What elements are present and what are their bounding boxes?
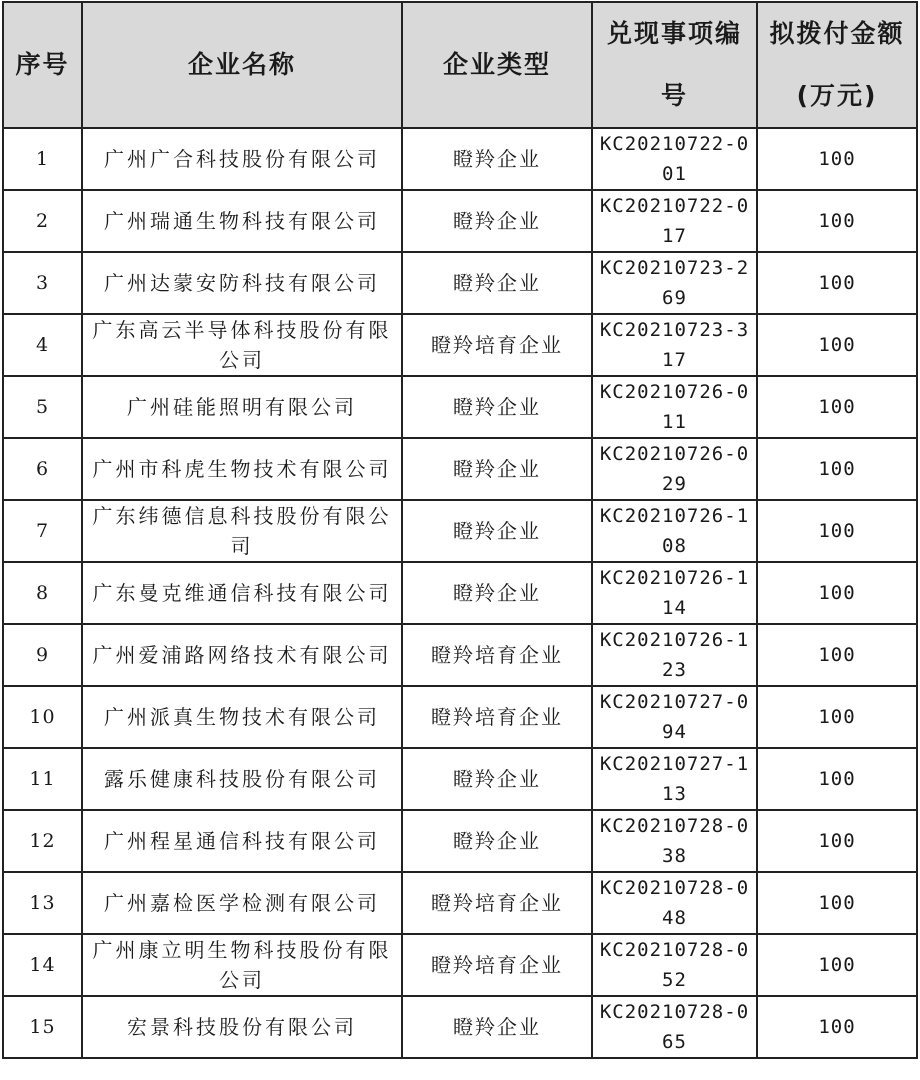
cell-company-type: 瞪羚企业 — [402, 252, 592, 314]
cell-amount: 100 — [757, 376, 917, 438]
cell-index: 8 — [3, 562, 82, 624]
cell-amount: 100 — [757, 810, 917, 872]
table-header — [3, 2, 917, 128]
cell-item-code: KC20210726-114 — [592, 562, 757, 624]
table-row — [3, 252, 917, 314]
table-body — [3, 128, 917, 1058]
cell-company-name: 广州嘉检医学检测有限公司 — [82, 872, 402, 934]
cell-company-type: 瞪羚培育企业 — [402, 314, 592, 376]
cell-item-code: KC20210726-123 — [592, 624, 757, 686]
cell-item-code: KC20210728-052 — [592, 934, 757, 996]
cell-company-name: 广东高云半导体科技股份有限公司 — [82, 314, 402, 376]
table-row — [3, 500, 917, 562]
cell-company-name: 广州市科虎生物技术有限公司 — [82, 438, 402, 500]
cell-amount: 100 — [757, 748, 917, 810]
cell-company-name: 广州瑞通生物科技有限公司 — [82, 190, 402, 252]
table-row — [3, 624, 917, 686]
cell-company-type: 瞪羚培育企业 — [402, 872, 592, 934]
cell-index: 11 — [3, 748, 82, 810]
header-code: 兑现事项编号 — [592, 2, 757, 128]
funding-table — [2, 1, 918, 1059]
table-row — [3, 438, 917, 500]
header-index: 序号 — [3, 2, 82, 128]
cell-amount: 100 — [757, 190, 917, 252]
header-amount: 拟拨付金额(万元) — [757, 2, 917, 128]
cell-amount: 100 — [757, 872, 917, 934]
cell-index: 1 — [3, 128, 82, 190]
cell-index: 13 — [3, 872, 82, 934]
cell-item-code: KC20210728-038 — [592, 810, 757, 872]
table-row — [3, 686, 917, 748]
cell-company-name: 广州硅能照明有限公司 — [82, 376, 402, 438]
cell-company-type: 瞪羚企业 — [402, 190, 592, 252]
header-type: 企业类型 — [402, 2, 592, 128]
table-row — [3, 872, 917, 934]
cell-index: 9 — [3, 624, 82, 686]
cell-company-name: 广州爱浦路网络技术有限公司 — [82, 624, 402, 686]
cell-amount: 100 — [757, 128, 917, 190]
cell-company-name: 广州达蒙安防科技有限公司 — [82, 252, 402, 314]
cell-item-code: KC20210728-048 — [592, 872, 757, 934]
cell-company-name: 宏景科技股份有限公司 — [82, 996, 402, 1058]
cell-index: 7 — [3, 500, 82, 562]
cell-company-name: 广东曼克维通信科技有限公司 — [82, 562, 402, 624]
cell-amount: 100 — [757, 996, 917, 1058]
header-row — [3, 2, 917, 128]
cell-company-type: 瞪羚企业 — [402, 128, 592, 190]
cell-item-code: KC20210727-113 — [592, 748, 757, 810]
cell-company-type: 瞪羚企业 — [402, 810, 592, 872]
cell-index: 12 — [3, 810, 82, 872]
cell-index: 5 — [3, 376, 82, 438]
cell-index: 15 — [3, 996, 82, 1058]
table-row — [3, 190, 917, 252]
cell-item-code: KC20210726-108 — [592, 500, 757, 562]
cell-amount: 100 — [757, 252, 917, 314]
cell-company-type: 瞪羚培育企业 — [402, 934, 592, 996]
cell-index: 14 — [3, 934, 82, 996]
cell-company-type: 瞪羚企业 — [402, 376, 592, 438]
cell-amount: 100 — [757, 314, 917, 376]
cell-company-name: 广州广合科技股份有限公司 — [82, 128, 402, 190]
cell-company-type: 瞪羚企业 — [402, 996, 592, 1058]
cell-company-name: 广东纬德信息科技股份有限公司 — [82, 500, 402, 562]
cell-company-name: 露乐健康科技股份有限公司 — [82, 748, 402, 810]
cell-amount: 100 — [757, 562, 917, 624]
cell-item-code: KC20210722-017 — [592, 190, 757, 252]
cell-index: 10 — [3, 686, 82, 748]
table-row — [3, 376, 917, 438]
cell-company-type: 瞪羚培育企业 — [402, 686, 592, 748]
cell-index: 3 — [3, 252, 82, 314]
table-row — [3, 128, 917, 190]
cell-item-code: KC20210727-094 — [592, 686, 757, 748]
cell-item-code: KC20210726-029 — [592, 438, 757, 500]
cell-company-type: 瞪羚企业 — [402, 562, 592, 624]
header-name: 企业名称 — [82, 2, 402, 128]
cell-company-type: 瞪羚企业 — [402, 438, 592, 500]
table-row — [3, 748, 917, 810]
cell-company-type: 瞪羚企业 — [402, 748, 592, 810]
cell-index: 6 — [3, 438, 82, 500]
cell-amount: 100 — [757, 686, 917, 748]
table-row — [3, 562, 917, 624]
cell-index: 2 — [3, 190, 82, 252]
cell-index: 4 — [3, 314, 82, 376]
cell-company-type: 瞪羚培育企业 — [402, 624, 592, 686]
table-row — [3, 810, 917, 872]
cell-company-name: 广州程星通信科技有限公司 — [82, 810, 402, 872]
cell-item-code: KC20210723-269 — [592, 252, 757, 314]
cell-item-code: KC20210723-317 — [592, 314, 757, 376]
cell-item-code: KC20210722-001 — [592, 128, 757, 190]
cell-item-code: KC20210728-065 — [592, 996, 757, 1058]
cell-amount: 100 — [757, 438, 917, 500]
cell-amount: 100 — [757, 934, 917, 996]
cell-amount: 100 — [757, 624, 917, 686]
table-row — [3, 314, 917, 376]
table-row — [3, 934, 917, 996]
cell-amount: 100 — [757, 500, 917, 562]
cell-company-type: 瞪羚企业 — [402, 500, 592, 562]
cell-item-code: KC20210726-011 — [592, 376, 757, 438]
cell-company-name: 广州康立明生物科技股份有限公司 — [82, 934, 402, 996]
table-row — [3, 996, 917, 1058]
cell-company-name: 广州派真生物技术有限公司 — [82, 686, 402, 748]
